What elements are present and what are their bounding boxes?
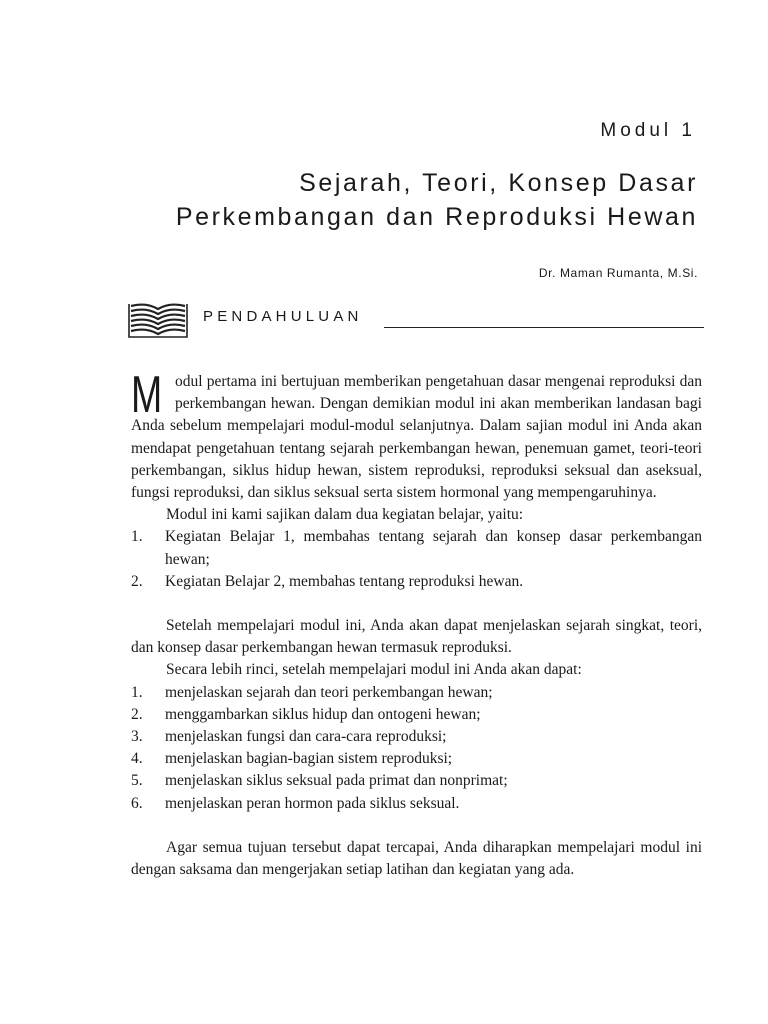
objectives-list [131,682,702,815]
list-text: menggambarkan siklus hidup dan ontogeni hewan; [165,705,481,723]
kb-intro-paragraph: Modul ini kami sajikan dalam dua kegiatan belajar, yaitu: [166,506,524,524]
list-text: menjelaskan sejarah dan teori perkembangan hewan; [165,683,493,701]
dropcap-letter: M [131,366,163,424]
closing-paragraph: Agar semua tujuan tersebut dapat tercapai, Anda diharapkan mempelajari modul ini dengan saksama dan mengerjakan setiap latihan dan kegiatan yang ada. [131,838,702,879]
outcome-paragraph: Setelah mempelajari modul ini, Anda akan dapat menjelaskan sejarah singkat, teori, dan konsep dasar perkembangan hewan termasuk reproduksi. [131,617,702,657]
list-number: 3. [131,728,143,746]
list-number: 6. [131,794,143,812]
list-number: 5. [131,772,143,790]
list-number: 4. [131,750,143,768]
title-line-1: Sejarah, Teori, Konsep Dasar [299,169,698,197]
list-number: 1. [131,528,143,546]
list-item [131,682,702,704]
list-item [131,571,702,593]
section-rule [384,327,704,328]
kb-list [131,526,702,593]
list-text: menjelaskan siklus seksual pada primat dan nonprimat; [165,772,508,790]
list-item [131,526,702,570]
list-item [131,748,702,770]
list-text: Kegiatan Belajar 2, membahas tentang reproduksi hewan. [165,572,524,590]
list-item [131,770,702,792]
list-number: 1. [131,683,143,701]
intro-paragraph [131,366,702,504]
intro-paragraph-text: odul pertama ini bertujuan memberikan pengetahuan dasar mengenai reproduksi dan perkembangan hewan. Dengan demikian modul ini akan memberikan landasan bagi Anda sebelum mempelajari modul-modul selanjutnya. Dalam sajian modul ini Anda akan mendapat pengetahuan tentang sejarah perkembangan hewan, penemuan gamet, teori-teori perkembangan, siklus hidup hewan, sistem reproduksi, reproduksi seksual dan aseksual, fungsi reproduksi, dan siklus seksual serta sistem hormonal yang mempengaruhinya. [131,373,702,502]
module-label: Modul 1 [600,120,696,141]
section-title: PENDAHULUAN [203,308,363,325]
list-number: 2. [131,572,143,590]
open-book-icon [128,300,188,340]
author-name: Dr. Maman Rumanta, M.Si. [538,266,698,280]
list-text: menjelaskan peran hormon pada siklus seksual. [165,794,460,812]
list-number: 2. [131,705,143,723]
section-header [128,300,704,340]
objectives-intro-paragraph: Secara lebih rinci, setelah mempelajari modul ini Anda akan dapat: [166,661,582,679]
list-text: menjelaskan bagian-bagian sistem reproduksi; [165,750,453,768]
body-text [131,366,702,881]
title-line-2: Perkembangan dan Reproduksi Hewan [175,203,698,231]
list-text: menjelaskan fungsi dan cara-cara reproduksi; [165,728,447,746]
page-title [176,166,698,234]
list-item [131,704,702,726]
list-text: Kegiatan Belajar 1, membahas tentang sejarah dan konsep dasar perkembangan hewan; [165,528,702,568]
list-item [131,793,702,815]
list-item [131,726,702,748]
